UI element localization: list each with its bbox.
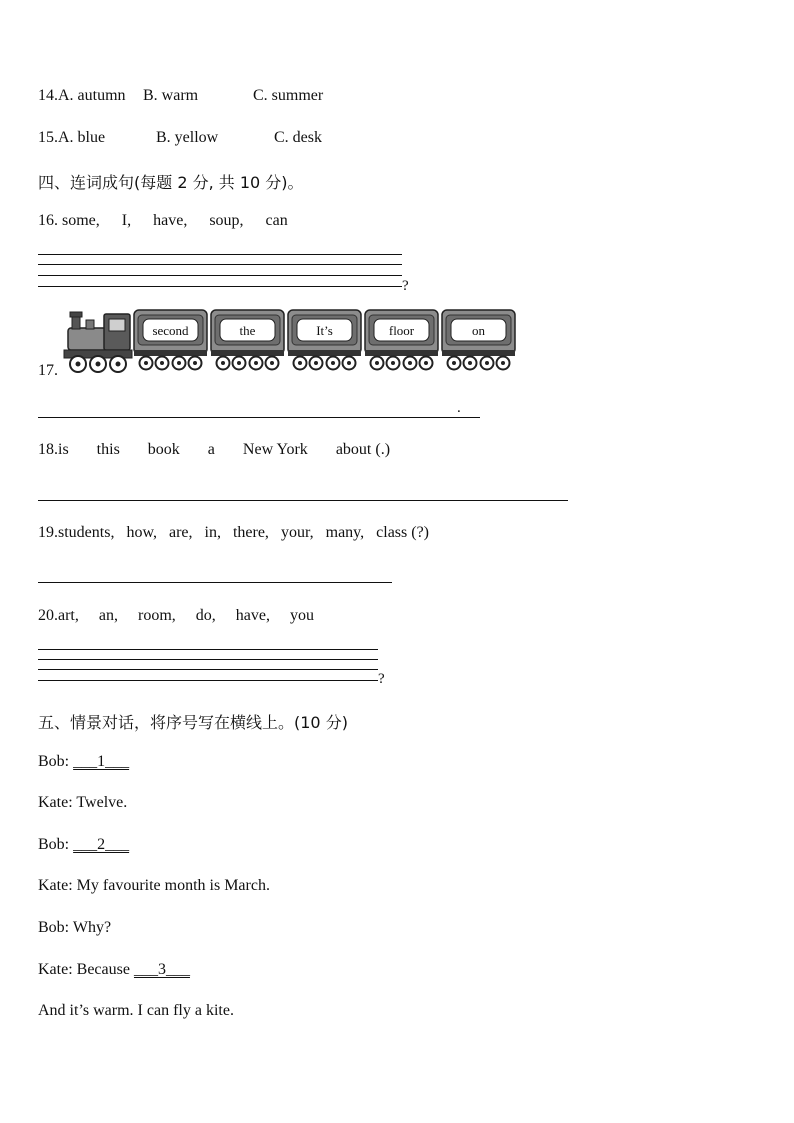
dialogue-line	[38, 961, 190, 979]
question-number: 14.	[38, 87, 58, 104]
locomotive-icon	[64, 312, 132, 372]
dialogue-line	[38, 753, 129, 771]
answer-line[interactable]	[38, 275, 402, 276]
answer-line[interactable]	[38, 417, 480, 418]
section-4-heading: 四、连词成句(每题 2 分, 共 10 分)。	[38, 173, 304, 192]
answer-line[interactable]	[38, 659, 378, 660]
word: have,	[153, 212, 188, 229]
question-number: 17.	[38, 362, 58, 379]
word: New York	[242, 441, 308, 458]
word: can	[265, 212, 288, 229]
question-number: 15.	[38, 129, 58, 146]
dialogue-line	[38, 794, 127, 812]
question-number: 19.	[38, 524, 58, 541]
speaker: Bob:	[38, 919, 70, 936]
word: there,	[232, 524, 269, 541]
question-15	[38, 129, 322, 147]
dialogue-line	[38, 1002, 234, 1020]
word: are,	[168, 524, 193, 541]
answer-line[interactable]	[38, 649, 378, 650]
word: have,	[235, 607, 270, 624]
answer-line[interactable]	[38, 264, 402, 265]
dialogue-line	[38, 836, 129, 854]
answer-blank-1[interactable]: ___1___	[73, 753, 130, 770]
word: class (?)	[376, 524, 429, 541]
dialogue-text: My favourite month is March.	[76, 877, 270, 894]
car-word: on	[472, 323, 485, 338]
car-word: the	[239, 323, 256, 338]
dialogue-text: Twelve.	[76, 794, 128, 811]
train-illustration	[58, 306, 518, 376]
word: your,	[280, 524, 314, 541]
car-word: second	[152, 323, 189, 338]
dialogue-line	[38, 877, 270, 895]
train-car	[288, 310, 361, 370]
option-a: A. blue	[58, 129, 106, 146]
dialogue-line	[38, 919, 111, 937]
question-20	[38, 607, 314, 625]
answer-blank-2[interactable]: ___2___	[73, 836, 130, 853]
answer-line[interactable]	[38, 286, 402, 287]
word: room,	[137, 607, 176, 624]
train-car	[365, 310, 438, 370]
speaker: Kate:	[38, 877, 73, 894]
word: a	[207, 441, 215, 458]
question-mark: ?	[402, 278, 409, 294]
dialogue-text: Because	[76, 961, 130, 978]
option-c: C. summer	[253, 87, 324, 104]
speaker: Bob:	[38, 836, 70, 853]
speaker: Bob:	[38, 753, 70, 770]
word: book	[147, 441, 180, 458]
question-19	[38, 524, 429, 542]
word: art,	[58, 607, 79, 624]
option-b: B. warm	[143, 87, 199, 104]
dialogue-text: And it’s warm. I can fly a kite.	[38, 1002, 234, 1019]
question-18	[38, 441, 390, 459]
speaker: Kate:	[38, 794, 73, 811]
speaker: Kate:	[38, 961, 73, 978]
question-number: 18.	[38, 441, 58, 458]
option-b: B. yellow	[156, 129, 219, 146]
word: you	[289, 607, 314, 624]
answer-line[interactable]	[38, 582, 392, 583]
train-car	[134, 310, 207, 370]
train-car	[442, 310, 515, 370]
word: how,	[126, 524, 157, 541]
answer-blank-3[interactable]: ___3___	[133, 961, 190, 978]
question-mark: ?	[378, 671, 385, 687]
answer-line[interactable]	[38, 254, 402, 255]
question-14	[38, 87, 323, 105]
question-number: 16.	[38, 212, 58, 229]
answer-line[interactable]	[38, 680, 378, 681]
word: this	[96, 441, 120, 458]
word: in,	[204, 524, 221, 541]
train-car	[211, 310, 284, 370]
section-5-heading: 五、情景对话，将序号写在横线上。(10 分)	[38, 713, 348, 732]
word: about (.)	[335, 441, 391, 458]
car-word: floor	[388, 323, 415, 338]
word: an,	[98, 607, 118, 624]
option-a: A. autumn	[58, 87, 126, 104]
question-16	[38, 212, 288, 230]
dialogue-text: Why?	[72, 919, 112, 936]
period-mark: .	[457, 400, 461, 416]
answer-line[interactable]	[38, 500, 568, 501]
word: I,	[121, 212, 132, 229]
word: soup,	[209, 212, 244, 229]
question-number: 20.	[38, 607, 58, 624]
word: is	[58, 441, 69, 458]
word: many,	[325, 524, 365, 541]
word: some,	[62, 212, 100, 229]
car-word: It’s	[316, 323, 333, 338]
answer-line[interactable]	[38, 669, 378, 670]
word: students,	[58, 524, 115, 541]
word: do,	[195, 607, 216, 624]
option-c: C. desk	[274, 129, 322, 146]
